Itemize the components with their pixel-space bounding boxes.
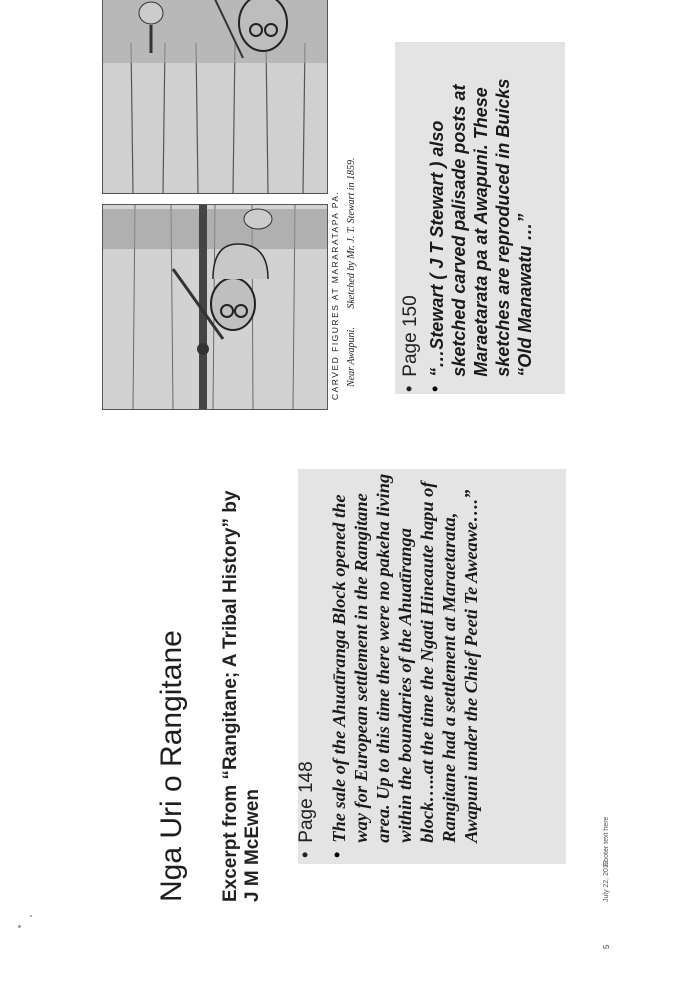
caption-location: Near Awapuni.	[346, 327, 357, 387]
caption-credit: Sketched by Mr. J. T. Stewart in 1859.	[346, 157, 357, 309]
scan-speck	[30, 915, 32, 917]
left-quote-text: The sale of the Ahuatīranga Block opened the way for European settlement in the Rangitane area. Up to this time there were no pakeha living within the boundaries of the Ahuatīranga block…..at the time the Ngati Hineaute hapu of Rangitane had a settlement at Maraetarata, Awapuni under the Chief Peeti Te Aweawe….”	[329, 473, 481, 843]
excerpt-subtitle: Excerpt from “Rangitane; A Tribal History” by J M McEwen	[220, 490, 263, 902]
bullet-dot: •	[295, 851, 315, 858]
figure-caption-credit	[346, 0, 357, 387]
bullet-dot: •	[327, 851, 347, 858]
bullet-dot: •	[425, 385, 445, 392]
bullet-dot: •	[399, 385, 419, 392]
palisade-posts-sketch	[102, 0, 328, 194]
left-quote-bullet	[328, 460, 482, 858]
figure-caption-title: CARVED FIGURES AT MARARATAPA PA.	[330, 190, 340, 400]
carved-figure-sketch	[102, 204, 328, 410]
right-page-bullet	[400, 295, 422, 392]
right-quote-text: “…Stewart ( J T Stewart ) also sketched carved palisade posts at Maraetarata pa at Awapuni. These sketches are reproduced in Buicks “Old Manawatu …”	[427, 78, 535, 377]
page-number: 5	[602, 944, 611, 949]
scan-speck	[18, 925, 21, 928]
footer-date: July 22, 2012	[603, 860, 610, 902]
left-page-label: Page 148	[296, 761, 317, 843]
footer-text: Footer text here	[603, 816, 610, 866]
page-title: Nga Uri o Rangitane	[155, 630, 188, 902]
right-page-label: Page 150	[400, 295, 421, 377]
right-quote-bullet	[426, 47, 536, 392]
left-page-bullet	[296, 761, 318, 858]
